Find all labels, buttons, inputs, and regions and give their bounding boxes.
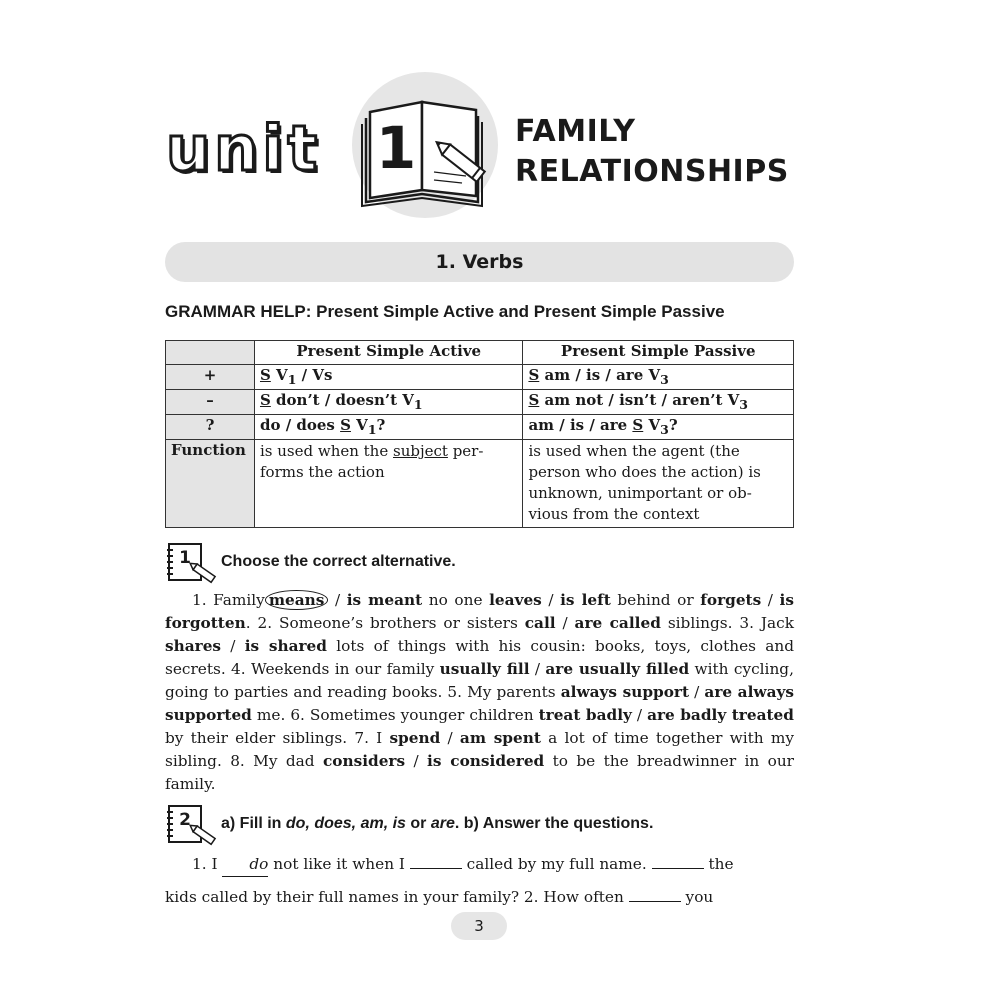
section-banner bbox=[165, 242, 794, 282]
table-header-passive: Present Simple Passive bbox=[523, 341, 794, 365]
exercise1-instruction: Choose the correct alternative. bbox=[221, 553, 456, 570]
text-segment: / bbox=[689, 683, 705, 701]
unit-title-line1: FAMILY bbox=[515, 114, 636, 149]
alternative-option: is considered bbox=[427, 752, 545, 770]
exercise2-instruction bbox=[221, 815, 653, 833]
section-title: 1. Verbs bbox=[435, 251, 524, 273]
text-segment: / bbox=[541, 591, 561, 609]
text-segment: siblings. 3. Jack bbox=[660, 614, 794, 632]
cell-positive-active: S $V_1$ / Vs bbox=[254, 365, 522, 390]
alternative-option: are called bbox=[574, 614, 661, 632]
text-segment: / bbox=[761, 591, 780, 609]
row-label-function: Function bbox=[166, 440, 255, 528]
text-segment: / bbox=[405, 752, 428, 770]
cell-negative-passive: S am not / isn’t / aren’t $V_3$ bbox=[523, 390, 794, 415]
alternative-option: are badly treated bbox=[647, 706, 794, 724]
alternative-option: always support bbox=[560, 683, 690, 701]
cell-positive-passive: S am / is / are $V_3$ bbox=[523, 365, 794, 390]
table-row-negative bbox=[166, 390, 794, 415]
instruction-text: a) Fill in bbox=[221, 815, 286, 832]
alternative-option: is shared bbox=[244, 637, 327, 655]
page-number-text: 3 bbox=[474, 917, 484, 935]
unit-number: 1 bbox=[375, 114, 417, 182]
instruction-text: or bbox=[405, 815, 431, 832]
grammar-table bbox=[165, 340, 794, 528]
table-corner-cell bbox=[166, 341, 255, 365]
answer-blank-example[interactable]: do bbox=[222, 853, 268, 877]
unit-word: unit bbox=[166, 112, 322, 185]
text-segment: / bbox=[555, 614, 575, 632]
exercise-notebook-icon bbox=[163, 803, 219, 847]
grammar-help-title: GRAMMAR HELP: Present Simple Active and Present Simple Passive bbox=[165, 302, 725, 321]
open-book-icon bbox=[352, 72, 498, 218]
alternative-option: shares bbox=[165, 637, 222, 655]
answer-blank[interactable] bbox=[410, 868, 462, 869]
exercise2-line1: 1. I do not like it when I called by my full name. the bbox=[165, 853, 794, 877]
text-segment: with cycling, going to parties and reading books. 5. My parents bbox=[165, 660, 794, 701]
text-segment: a lot of time together with my sibling. 8. My dad bbox=[165, 729, 795, 770]
alternative-option: am spent bbox=[459, 729, 541, 747]
row-label-positive: + bbox=[166, 365, 255, 390]
text-segment: / bbox=[440, 729, 460, 747]
exercise2-number: 2 bbox=[179, 810, 191, 830]
alternative-option: treat badly bbox=[538, 706, 632, 724]
text-segment: me. 6. Sometimes younger children bbox=[251, 706, 539, 724]
exercise-notebook-icon bbox=[163, 541, 219, 585]
text-segment: / bbox=[221, 637, 245, 655]
text-segment: behind or bbox=[610, 591, 701, 609]
alternative-option: is left bbox=[560, 591, 611, 609]
alternative-option: forgets bbox=[700, 591, 762, 609]
instruction-text: . b) Answer the questions. bbox=[454, 815, 654, 832]
text-segment: lots of things with his cousin: books, toys, clothes and secrets. 4. Weekends in our family bbox=[165, 637, 794, 678]
text-segment: to be the breadwinner in our family. bbox=[165, 752, 794, 793]
table-row-question bbox=[166, 415, 794, 440]
exercise1-number: 1 bbox=[179, 548, 191, 568]
alternative-option: are always supported bbox=[165, 683, 794, 724]
alternative-option: is forgotten bbox=[165, 591, 794, 632]
answer-blank[interactable] bbox=[652, 868, 704, 869]
row-label-question: ? bbox=[166, 415, 255, 440]
exercise1-text bbox=[165, 589, 794, 796]
circled-answer: means bbox=[265, 590, 329, 610]
text-segment: / bbox=[529, 660, 546, 678]
answer-blank[interactable] bbox=[629, 901, 681, 902]
table-row-function bbox=[166, 440, 794, 528]
cell-function-passive: is used when the agent (the person who does the action) is unknown, unimportant or ob-vious from the context bbox=[523, 440, 794, 528]
unit-title-line2: RELATIONSHIPS bbox=[515, 154, 789, 189]
text-segment: 1. Family bbox=[192, 591, 265, 609]
row-label-negative: – bbox=[166, 390, 255, 415]
text-segment: by their elder siblings. 7. I bbox=[165, 729, 390, 747]
alternative-option: spend bbox=[389, 729, 441, 747]
unit-title bbox=[515, 112, 789, 192]
table-header-row bbox=[166, 341, 794, 365]
alternative-option: usually fill bbox=[439, 660, 530, 678]
cell-question-active: do / does S $V_1$? bbox=[254, 415, 522, 440]
text-segment: . 2. Someone’s brothers or sisters bbox=[245, 614, 525, 632]
table-header-active: Present Simple Active bbox=[254, 341, 522, 365]
alternative-option: call bbox=[524, 614, 556, 632]
exercise2-line2: kids called by their full names in your family? 2. How often you bbox=[165, 888, 714, 906]
cell-question-passive: am / is / are S $V_3$? bbox=[523, 415, 794, 440]
alternative-option: leaves bbox=[489, 591, 542, 609]
text-segment: / bbox=[631, 706, 648, 724]
cell-function-active: is used when the subject per-forms the action bbox=[254, 440, 522, 528]
cell-negative-active: S don’t / doesn’t $V_1$ bbox=[254, 390, 522, 415]
text-segment: no one bbox=[422, 591, 490, 609]
alternative-option: are usually filled bbox=[545, 660, 690, 678]
table-row-positive bbox=[166, 365, 794, 390]
page-number bbox=[451, 912, 507, 940]
alternative-option: is meant bbox=[346, 591, 423, 609]
instruction-italic: are bbox=[430, 815, 455, 832]
alternative-option: considers bbox=[322, 752, 406, 770]
text-segment: / bbox=[328, 591, 347, 609]
instruction-italic: do, does, am, is bbox=[285, 815, 406, 832]
